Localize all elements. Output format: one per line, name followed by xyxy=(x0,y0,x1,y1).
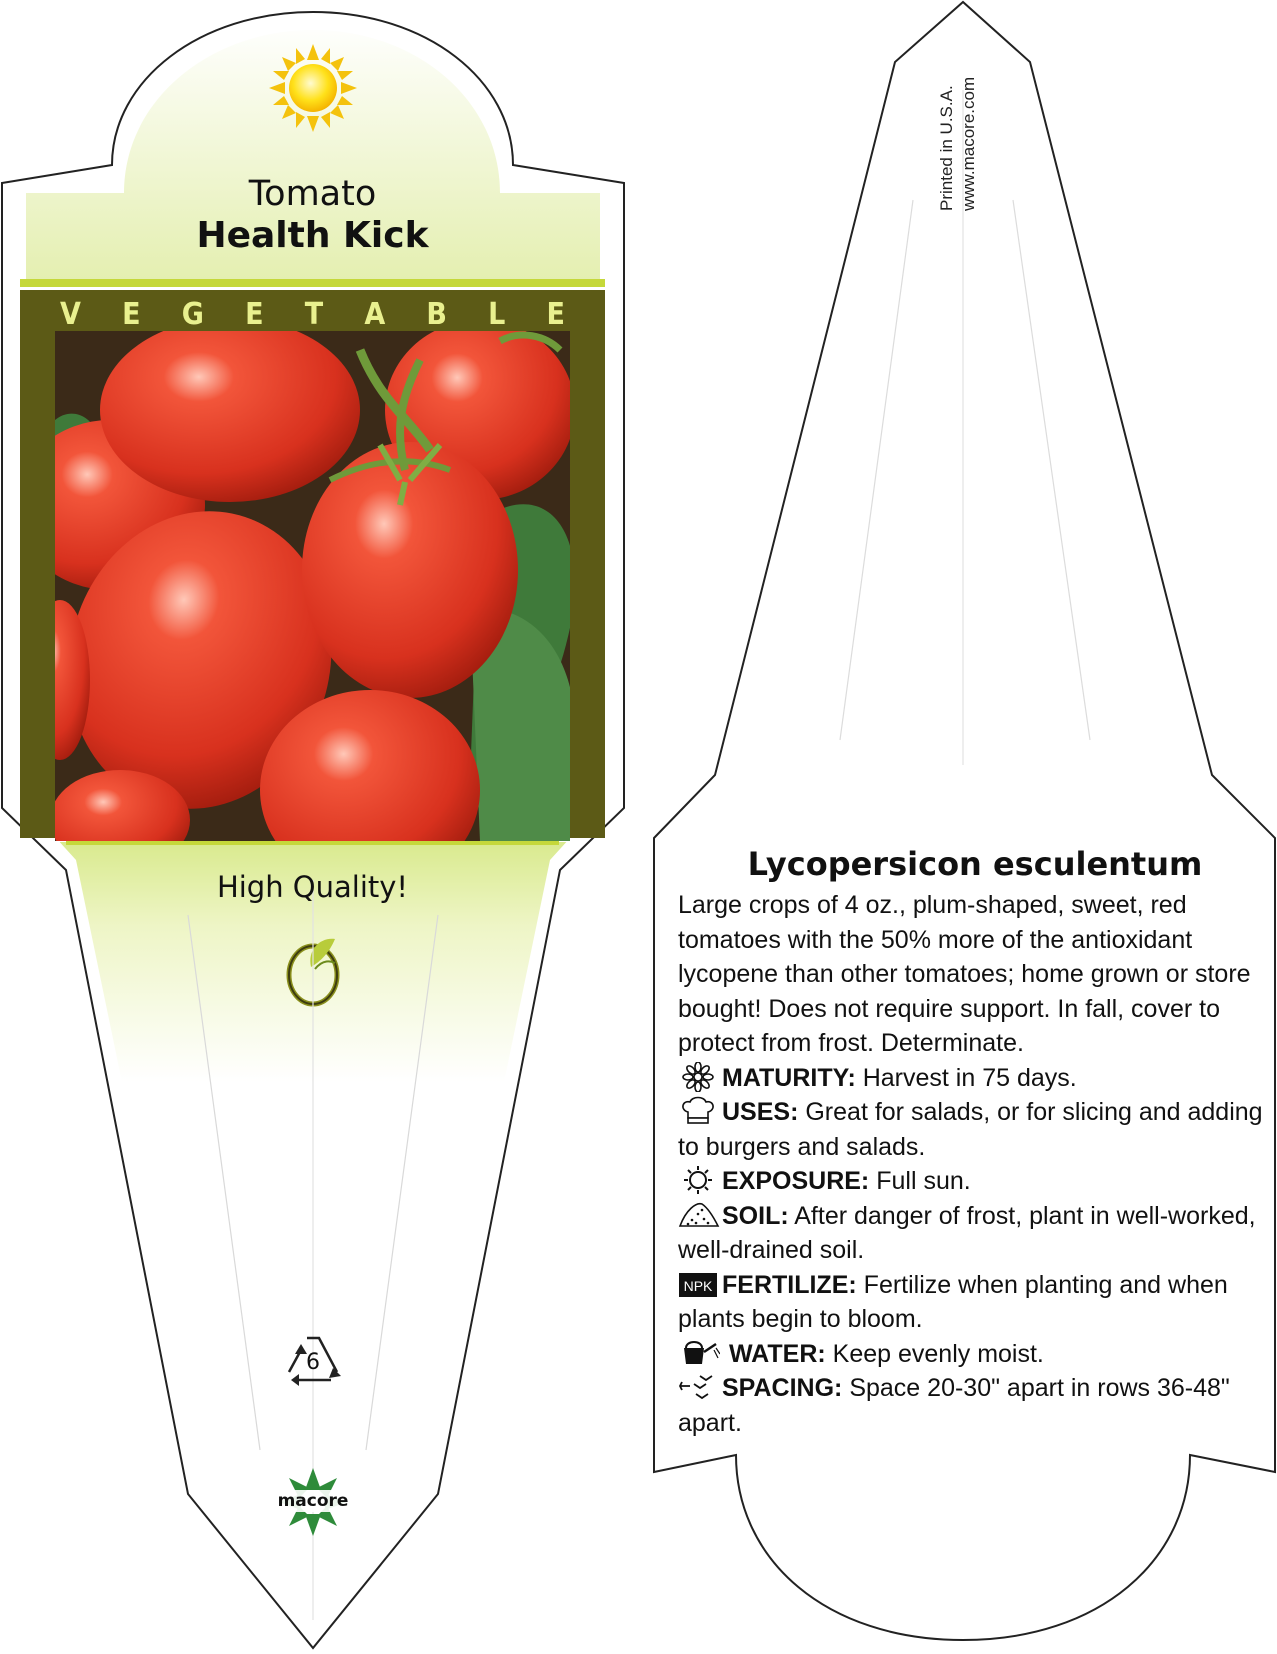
attribute-text: After danger of frost, plant in well-worked, well-drained soil. xyxy=(678,1201,1256,1264)
category-letter: E xyxy=(546,296,565,332)
scientific-name: Lycopersicon esculentum xyxy=(747,845,1203,883)
attribute-text: Keep evenly moist. xyxy=(832,1339,1044,1368)
category-letter: E xyxy=(245,296,264,332)
printed-in-label: Printed in U.S.A. xyxy=(937,85,956,211)
attribute-exposure xyxy=(678,1164,1263,1199)
attribute-label: SOIL: xyxy=(722,1201,789,1230)
care-instructions xyxy=(678,888,1263,1440)
brand-name: macore xyxy=(277,1491,349,1511)
attribute-spacing xyxy=(678,1371,1263,1440)
attribute-text: Space 20-30" apart in rows 36-48" apart. xyxy=(678,1374,1230,1437)
variety-name: Health Kick xyxy=(196,215,429,256)
attribute-text: Fertilize when planting and when plants begin to bloom. xyxy=(678,1270,1228,1333)
tomato-photo xyxy=(15,318,575,890)
attribute-uses xyxy=(678,1095,1263,1164)
attribute-text: Full sun. xyxy=(876,1167,971,1195)
attribute-water xyxy=(678,1337,1263,1372)
attribute-text: Harvest in 75 days. xyxy=(862,1063,1077,1092)
category-letter: E xyxy=(122,296,141,332)
attribute-label: SPACING: xyxy=(722,1374,843,1402)
npk-icon-label: NPK xyxy=(683,1277,713,1294)
sun-outline-icon xyxy=(678,1165,720,1195)
attribute-soil xyxy=(678,1199,1263,1268)
attribute-label: USES: xyxy=(722,1098,799,1126)
category-letter: B xyxy=(426,296,447,332)
attribute-text: Great for salads, or for slicing and adding to burgers and salads. xyxy=(678,1098,1263,1161)
category-letter: V xyxy=(60,296,81,332)
description: Large crops of 4 oz., plum-shaped, sweet, red tomatoes with the 50% more of the antioxidant lycopene than other tomatoes; home grown or store bought! Does not require support. In fall, cover to protect from frost. Determinate. xyxy=(678,891,1251,1057)
soil-pile-icon xyxy=(678,1200,720,1230)
print-info xyxy=(936,77,980,211)
sun-icon xyxy=(269,44,357,132)
chef-hat-icon xyxy=(678,1096,720,1126)
attribute-label: MATURITY: xyxy=(722,1063,856,1092)
attribute-label: WATER: xyxy=(728,1339,826,1368)
attribute-maturity xyxy=(678,1061,1263,1096)
spacing-arrows-icon xyxy=(678,1372,720,1402)
npk-icon xyxy=(678,1269,720,1299)
website-label: www.macore.com xyxy=(959,76,978,211)
category-letter: L xyxy=(488,296,506,332)
category-band xyxy=(20,296,605,332)
product-name: Tomato xyxy=(248,174,377,214)
attribute-label: EXPOSURE: xyxy=(722,1167,870,1195)
category-letter: T xyxy=(304,296,324,332)
flower-icon xyxy=(678,1062,720,1092)
tagline: High Quality! xyxy=(216,870,409,904)
category-letter: A xyxy=(364,296,386,332)
recycle-code: 6 xyxy=(306,1350,320,1375)
attribute-fertilize xyxy=(678,1268,1263,1337)
category-letter: G xyxy=(181,296,204,332)
attribute-label: FERTILIZE: xyxy=(722,1270,857,1299)
watering-can-icon xyxy=(678,1338,720,1368)
